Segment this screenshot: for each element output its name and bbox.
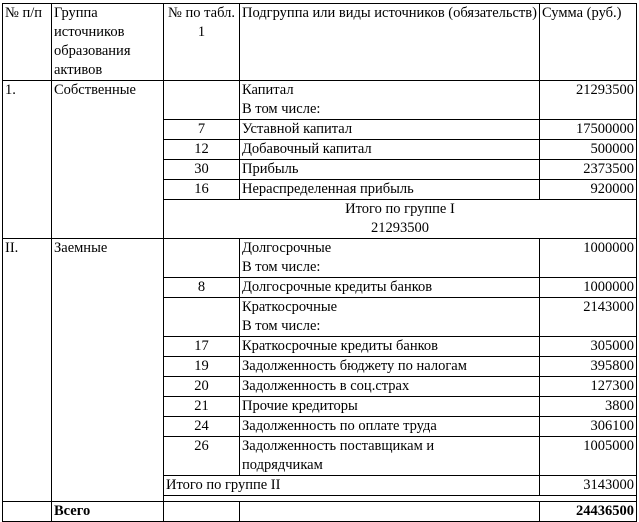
group2-name: Заемные	[52, 239, 164, 502]
grand-total-row	[3, 502, 637, 522]
sum-cell: 1000000	[540, 278, 637, 298]
including-label: В том числе:	[242, 318, 321, 334]
ref-cell: 21	[164, 397, 240, 417]
header-num: № п/п	[3, 4, 52, 81]
ref-cell: 7	[164, 120, 240, 140]
group1-total	[164, 200, 637, 239]
sum-cell: 500000	[540, 140, 637, 160]
name-cell: Уставной капитал	[240, 120, 540, 140]
ref-cell: 8	[164, 278, 240, 298]
name-cell: Задолженность по оплате труда	[240, 417, 540, 437]
table-row	[3, 239, 637, 278]
ref-cell: 19	[164, 357, 240, 377]
sum-cell: 920000	[540, 180, 637, 200]
subgroup-cell	[240, 81, 540, 120]
name-cell: Краткосрочные кредиты банков	[240, 337, 540, 357]
ref-cell	[164, 81, 240, 120]
header-subgroup: Подгруппа или виды источников (обязательств)	[240, 4, 540, 81]
capital-label: Капитал	[242, 82, 294, 98]
sum-cell: 2373500	[540, 160, 637, 180]
header-sum: Сумма (руб.)	[540, 4, 637, 81]
table-row	[3, 81, 637, 120]
longterm-sum: 1000000	[540, 239, 637, 278]
ref-cell: 17	[164, 337, 240, 357]
capital-sum: 21293500	[540, 81, 637, 120]
sum-cell: 17500000	[540, 120, 637, 140]
header-ref: № по табл. 1	[164, 4, 240, 81]
longterm-label: Долгосрочные	[242, 240, 332, 256]
including-label: В том числе:	[242, 101, 321, 117]
sum-cell: 1005000	[540, 437, 637, 476]
grand-total-label: Всего	[52, 502, 164, 522]
grand-num	[3, 502, 52, 522]
grand-subgroup	[240, 502, 540, 522]
ref-cell: 26	[164, 437, 240, 476]
subgroup-cell	[240, 239, 540, 278]
name-line: подрядчикам	[242, 457, 323, 473]
grand-ref	[164, 502, 240, 522]
sum-cell: 3800	[540, 397, 637, 417]
including-label: В том числе:	[242, 259, 321, 275]
ref-cell	[164, 298, 240, 337]
sources-table	[2, 3, 637, 522]
group1-num: 1.	[3, 81, 52, 239]
name-cell: Добавочный капитал	[240, 140, 540, 160]
name-cell: Задолженность бюджету по налогам	[240, 357, 540, 377]
name-cell	[240, 437, 540, 476]
subgroup-cell	[240, 298, 540, 337]
name-cell: Нераспределенная прибыль	[240, 180, 540, 200]
ref-cell: 12	[164, 140, 240, 160]
header-row	[3, 4, 637, 81]
sum-cell: 305000	[540, 337, 637, 357]
sum-cell: 127300	[540, 377, 637, 397]
group2-num: II.	[3, 239, 52, 502]
group1-total-label: Итого по группе I	[345, 201, 455, 217]
ref-cell: 16	[164, 180, 240, 200]
name-cell: Прибыль	[240, 160, 540, 180]
group1-total-value: 21293500	[371, 220, 429, 236]
name-cell: Задолженность в соц.страх	[240, 377, 540, 397]
ref-cell: 30	[164, 160, 240, 180]
group2-total-label: Итого по группе II	[164, 476, 540, 496]
group1-name: Собственные	[52, 81, 164, 239]
header-group: Группа источников образования активов	[52, 4, 164, 81]
name-line: Задолженность поставщикам и	[242, 438, 435, 454]
ref-cell	[164, 239, 240, 278]
name-cell: Прочие кредиторы	[240, 397, 540, 417]
grand-total-value: 24436500	[540, 502, 637, 522]
sum-cell: 306100	[540, 417, 637, 437]
sum-cell: 395800	[540, 357, 637, 377]
name-cell: Долгосрочные кредиты банков	[240, 278, 540, 298]
ref-cell: 24	[164, 417, 240, 437]
group2-total-value: 3143000	[540, 476, 637, 496]
shortterm-label: Краткосрочные	[242, 299, 338, 315]
ref-cell: 20	[164, 377, 240, 397]
shortterm-sum: 2143000	[540, 298, 637, 337]
